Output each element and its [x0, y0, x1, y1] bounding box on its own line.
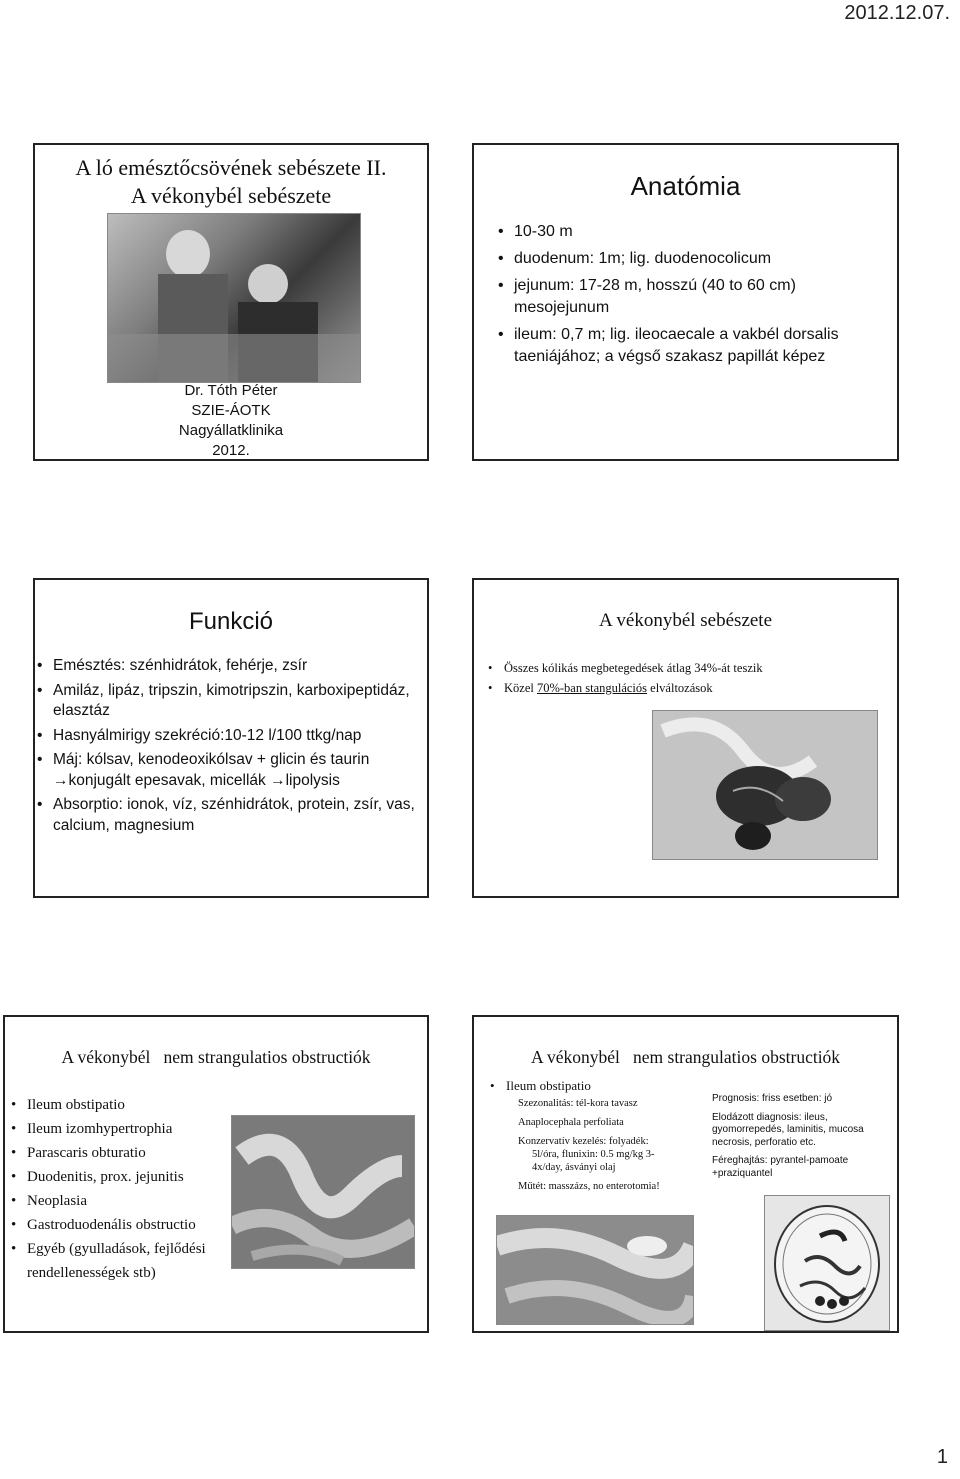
surgery-intestine-photo-graphic — [497, 1216, 693, 1324]
slide3-bullet: • Absorptio: ionok, víz, szénhidrátok, protein, zsír, vas, calcium, magnesium — [35, 795, 419, 836]
intestine-photo-graphic — [653, 711, 877, 859]
slide6-title: A vékonybél nem strangulatios obstructiók — [530, 1047, 841, 1067]
slide6-sub-block — [518, 1097, 704, 1193]
slide5-title: A vékonybél nem strangulatios obstructiók — [61, 1047, 371, 1067]
slide3-bullet: • Máj: kólsav, kenodeoxikólsav + glicin és taurin →konjugált epesavak, micellák →lipolysis — [35, 750, 419, 791]
slide5-bullet: • Ileum obstipatio — [9, 1093, 231, 1117]
intestine-photo — [652, 710, 878, 860]
slide4-bullet: • Összes kólikás megbetegedések átlag 34%-át teszik — [486, 658, 889, 678]
slide3-bullet: • Emésztés: szénhidrátok, fehérje, zsír — [35, 656, 419, 677]
slide4-bullet2-underlined: 70%-ban stangulációs — [536, 681, 648, 695]
slide-nem-strangulatios-1 — [3, 1015, 429, 1333]
slide5-bullet: • Ileum izomhypertrophia — [9, 1117, 231, 1141]
surgery-intestine-photo — [496, 1215, 694, 1325]
parasite-diagram — [764, 1195, 890, 1331]
slide1-author-line: SZIE-ÁOTK — [191, 402, 271, 419]
surgery-photo-graphic — [108, 214, 360, 382]
bowel-photo — [231, 1115, 415, 1269]
slide5-bullet: • Egyéb (gyulladások, fejlődési rendellenességek stb) — [9, 1237, 231, 1285]
slide4-bullet2-suffix: elváltozások — [647, 681, 713, 695]
slide1-author-line: Nagyállatklinika — [178, 422, 284, 439]
slide6-sub-line: Konzervatív kezelés: folyadék: — [518, 1136, 649, 1147]
slide6-sub-line: 5l/óra, flunixin: 0.5 mg/kg 3- — [532, 1149, 655, 1160]
slide6-sub-line: Szezonalitás: tél-kora tavasz — [518, 1098, 638, 1109]
slide-funkcio — [33, 578, 429, 898]
slide6-sub-line: Anaplocephala perfoliata — [518, 1117, 624, 1128]
slide1-author-line: 2012. — [212, 442, 250, 459]
slide2-title: Anatómia — [630, 171, 741, 201]
slide6-right-line: Prognosis: friss esetben: jó — [712, 1093, 833, 1104]
slide1-title-line1: A ló emésztőcsövének sebészete II. — [75, 155, 387, 180]
slide6-bullets — [488, 1077, 698, 1095]
slide3-bullet: • Hasnyálmirigy szekréció:10-12 l/100 ttkg/nap — [35, 726, 419, 747]
slide3-title: Funkció — [188, 608, 274, 635]
slide6-sub-line: 4x/day, ásványi olaj — [532, 1162, 616, 1173]
slide6-right-line: Elodázott diagnosis: ileus, gyomorrepedés, laminitis, mucosa necrosis, perforatio etc. — [712, 1111, 864, 1148]
slide1-author — [35, 381, 427, 461]
slide-vekonybel-sebeszete — [472, 578, 899, 898]
slide6-right-block — [712, 1093, 892, 1180]
surgery-photo — [107, 213, 361, 383]
slide-nem-strangulatios-2 — [472, 1015, 899, 1333]
page-number: 1 — [936, 1446, 948, 1468]
slide5-bullet: • Parascaris obturatio — [9, 1141, 231, 1165]
slide2-bullet: • jejunum: 17-28 m, hosszú (40 to 60 cm) mesojejunum — [496, 275, 885, 319]
slide2-bullet: • ileum: 0,7 m; lig. ileocaecale a vakbél dorsalis taeniájához; a végső szakasz papillát képez — [496, 324, 885, 368]
slide2-bullet: • duodenum: 1m; lig. duodenocolicum — [496, 248, 885, 270]
header-date: 2012.12.07. — [844, 2, 950, 24]
slide5-bullet: • Gastroduodenális obstructio — [9, 1213, 231, 1237]
slide3-bullet: • Amiláz, lipáz, tripszin, kimotripszin, karboxipeptidáz, elasztáz — [35, 681, 419, 722]
slide-anatomia — [472, 143, 899, 461]
slide3-bullets — [35, 656, 419, 836]
slide1-title-line2: A vékonybél sebészete — [130, 183, 332, 208]
parasite-diagram-graphic — [765, 1196, 889, 1330]
slide-title — [33, 143, 429, 461]
slide2-bullet: • 10-30 m — [496, 221, 885, 243]
slide5-bullet: • Duodenitis, prox. jejunitis — [9, 1165, 231, 1189]
slide1-author-line: Dr. Tóth Péter — [184, 382, 278, 399]
slide5-bullet: • Neoplasia — [9, 1189, 231, 1213]
slide5-bullets — [9, 1093, 231, 1285]
slide2-bullets — [496, 221, 885, 368]
slide4-bullet2-prefix: Közel — [504, 681, 537, 695]
slide6-sub-line: Műtét: masszázs, no enterotomia! — [518, 1181, 660, 1192]
slide4-title: A vékonybél sebészete — [598, 610, 773, 631]
slide4-bullets — [486, 658, 889, 698]
slide6-right-line: Féreghajtás: pyrantel-pamoate +praziquantel — [712, 1155, 849, 1179]
slide6-main-bullet: • Ileum obstipatio — [488, 1077, 698, 1095]
bowel-photo-graphic — [232, 1116, 414, 1268]
slide4-bullet — [486, 678, 889, 698]
